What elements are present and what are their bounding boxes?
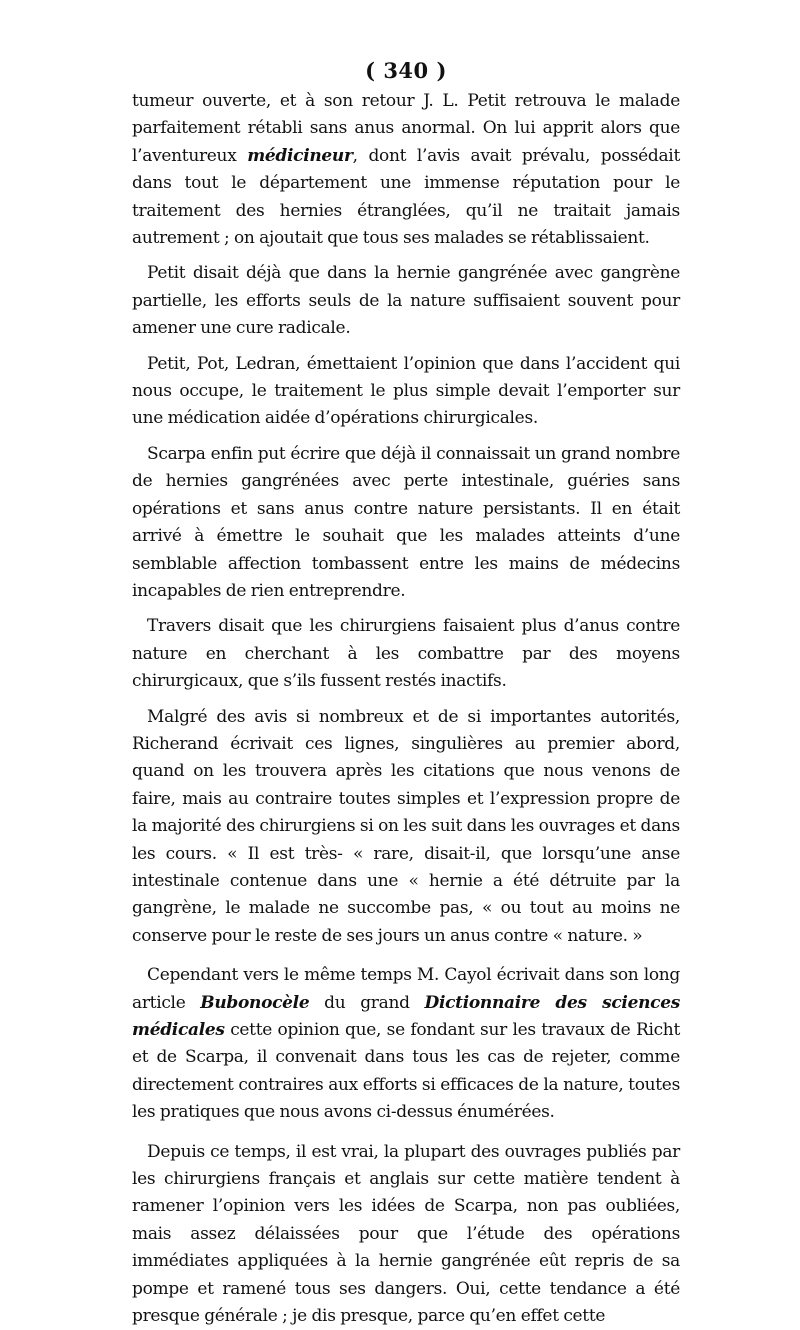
text-run: cette opinion que, se fondant sur les travaux de Richt et de Scarpa, il convenait dans tous les cas de rejeter, comme directement contraires aux efforts si efficaces de la nature, toutes les pratiques que nous avons ci-dessus énumérées.	[132, 1020, 680, 1123]
emphasis-medicineur: médicineur	[247, 145, 353, 166]
emphasis-bubonocele: Bubonocèle	[200, 992, 310, 1013]
paragraph-3	[132, 351, 680, 433]
text-run: Scarpa enfin put écrire que déjà il connaissait un grand nombre de hernies gangrénées avec perte intestinale, guéries sans opérations et sans anus contre nature persistants. Il en était arrivé à émettre le souhait que les malades atteints d’une semblable affection tombassent entre les mains de médecins incapables de rien entreprendre.	[132, 443, 680, 601]
paragraph-7	[132, 962, 680, 1126]
text-run: Malgré des avis si nombreux et de si importantes autorités, Richerand écrivait ces lignes, singulières au premier abord, quand on les trouvera après les citations que nous venons de faire, mais au contraire toutes simples et l’expression propre de la majorité des chirurgiens si on les suit dans les ouvrages et dans les cours. « Il est très- « rare, disait-il, que lorsqu’une anse intestinale contenue dans une « hernie a été détruite par la gangrène, le malade ne succombe pas, « ou tout au moins ne conserve pour le reste de ses jours un anus contre « nature. »	[132, 706, 680, 946]
text-run: Petit, Pot, Ledran, émettaient l’opinion que dans l’accident qui nous occupe, le traitement le plus simple devait l’emporter sur une médication aidée d’opérations chirurgicales.	[132, 353, 680, 429]
text-run: Depuis ce temps, il est vrai, la plupart des ouvrages publiés par les chirurgiens français et anglais sur cette matière tendent à ramener l’opinion vers les idées de Scarpa, non pas oubliées, mais assez délaissées pour que l’étude des opérations immédiates appliquées à la hernie gangrénée eût repris de sa pompe et ramené tous ses dangers. Oui, cette tendance a été presque générale ; je dis presque, parce qu’en effet cette	[132, 1141, 680, 1327]
text-run: Travers disait que les chirurgiens faisaient plus d’anus contre nature en cherchant à les combattre par des moyens chirurgicaux, que s’ils fussent restés inactifs.	[132, 616, 680, 692]
paragraph-8	[132, 1139, 680, 1330]
paragraph-5	[132, 613, 680, 695]
text-run: du grand	[309, 992, 425, 1013]
paragraph-2	[132, 260, 680, 342]
paragraph-6	[132, 704, 680, 951]
book-page	[132, 56, 680, 1330]
text-run: , dont l’avis avait prévalu, possédait dans tout le département une immense réputation pour le traitement des hernies étranglées, qu’il ne traitait jamais autrement ; on ajoutait que tous ses malades se rétablissaient.	[132, 145, 680, 249]
text-run: tumeur ouverte, et à son retour J. L. Petit retrouva le malade parfaitement rétabli sans anus anormal. On lui apprit alors que l’aventureux	[132, 91, 680, 166]
paragraph-1	[132, 88, 680, 252]
text-run: Cependant vers le même temps M. Cayol écrivait dans son long article	[132, 965, 680, 1013]
emphasis-dictionnaire: Dictionnaire des sciences médicales	[132, 992, 680, 1040]
paragraph-4	[132, 441, 680, 605]
page-number: ( 340 )	[365, 58, 447, 83]
body-text	[132, 88, 680, 1330]
text-run: Petit disait déjà que dans la hernie gangrénée avec gangrène partielle, les efforts seuls de la nature suffisaient souvent pour amener une cure radicale.	[132, 263, 680, 339]
